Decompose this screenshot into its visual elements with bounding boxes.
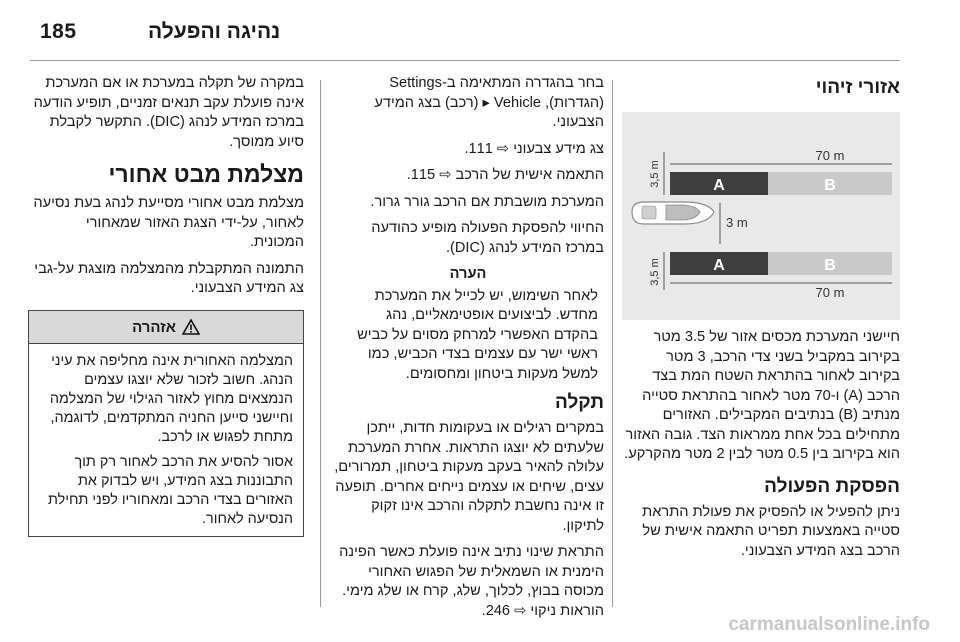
color-display-reference: צג מידע צבעוני ⇨ 111. (464, 140, 604, 157)
warning-header (29, 311, 303, 344)
detection-zones-paragraph: חיישני המערכת מכסים אזור של 3.5 מטר בקירוב במקביל בשני צדי הרכב, 3 מטר בקירוב לאחור בהתראת השטח המת בצד הרכב (A) ו-70 מטר לאחור בהתראת סטייה מנתיב (B) בנתיבים המקבילים. האזורים מתחילים בכל אחת ממראות הצד. גובה האזור הוא בקירוב בין 0.5 מטר לבין 2 מטר מהקרקע. (624, 329, 900, 462)
warning-body (29, 344, 303, 529)
vehicle-personalization-reference: התאמה אישית של הרכב ⇨ 115. (406, 167, 604, 183)
disable-paragraph: ניתן להפעיל או להפסיק את פעולת התראת סטייה באמצעות תפריט התאמה אישית של הרכב בצג המידע הצבעוני. (642, 503, 900, 559)
disable-message-paragraph: החיווי להפסקת הפעולה מופיע כהודעה במרכז המידע לנהג (DIC). (371, 220, 604, 256)
zone-b-bottom-label: B (824, 257, 836, 274)
header-divider (30, 60, 900, 61)
gap-label: 3 m (726, 215, 748, 230)
warning-title: אזהרה (132, 318, 176, 336)
system-fault-paragraph: במקרה של תקלה במערכת או אם המערכת אינה פועלת עקב תנאים זמניים, תופיע הודעה במרכז המידע לנהג (DIC). התקשר לקבלת סיוע ממוסך. (33, 75, 304, 150)
note-body: לאחר השימוש, יש לכייל את המערכת מחדש. לביצועים אופטימאליים, נהג בהקדם האפשרי למרחק מסוים על כביש ראשי ישר עם עצמים בצדי הכביש, כמו למשל מעקות ביטחון ומחסומים. (357, 287, 598, 382)
middle-column (332, 74, 604, 628)
right-column-text (622, 328, 900, 568)
section-title-disable: הפסקת הפעולה (764, 475, 900, 497)
rear-camera-paragraph-2: התמונה המתקבלת מהמצלמה מוצגת על-גבי צג המידע הצבעוני. (34, 260, 304, 296)
zone-b-top-label: B (824, 177, 836, 194)
warning-paragraph-2: אסור להסיע את הרכב לאחור רק תוך התבוננות בצג המידע, ויש לבדוק את האזורים בצדי הרכב ומאחוריו לפני תחילת הנסיעה לאחור. (47, 454, 293, 527)
note-heading: הערה (449, 266, 487, 282)
length-top-label: 70 m (815, 148, 845, 163)
car-top-view (632, 202, 714, 224)
section-title-rear-camera: מצלמת מבט אחורי (108, 161, 304, 187)
right-column (622, 74, 900, 104)
page-number: 185 (40, 20, 77, 43)
fault-paragraph-2: התראת שינוי נתיב אינה פועלת כאשר הפינה הימנית או השמאלית של הפגוש האחורי מכוסה בבוץ, לכלוך, שלג, קרח או שלג מימי. הוראות ניקוי ⇨ 246. (339, 544, 604, 619)
zone-a-top-label: A (713, 177, 725, 194)
detection-zone-diagram (622, 112, 900, 320)
zone-a-bottom-label: A (713, 257, 725, 274)
warning-paragraph-1: המצלמה האחורית אינה מחליפה את עיני הנהג. חשוב לזכור שלא יוצגו עצמים הנמצאים מחוץ לאזור הגילוי של המצלמה וחיישני סייען החניה המתקדמים, לדוגמה, מתחת לפגוש או לרכב. (49, 353, 293, 445)
towing-paragraph: המערכת מושבתת אם הרכב גורר גרור. (370, 193, 604, 210)
detection-zone-figure (622, 112, 900, 320)
warning-triangle-icon (182, 319, 200, 335)
settings-paragraph: בחר בהגדרה המתאימה ב-Settings (הגדרות), Vehicle ▸ (רכב) בצג המידע הצבעוני. (374, 75, 604, 130)
watermark: carmanualsonline.info (728, 614, 930, 635)
chapter-title: נהיגה והפעלה (148, 20, 281, 43)
side-top-label: 3,5 m (649, 160, 661, 188)
section-title-detection-zones: אזורי זיהוי (815, 77, 900, 98)
page-header (30, 12, 900, 52)
column-divider-right (612, 80, 613, 607)
warning-box (28, 310, 304, 537)
rear-camera-paragraph-1: מצלמת מבט אחורי מסייעת לנהג בעת נסיעה לאחור, על-ידי הצגת האזור שמאחורי המכונית. (33, 195, 304, 250)
side-bottom-label: 3,5 m (649, 258, 661, 286)
fault-paragraph-1: במקרים רגילים או בעקומות חדות, ייתכן שלעתים לא יוצגו התראות. אחרת המערכת עלולה להאיר בעקב מעקות ביטחון, תמרורים, עצים, שיחים או עצמים נייחים אחרים. תופעה זו אינה נחשבת לתקלה והרכב אינו זקוק לתיקון. (334, 420, 604, 534)
left-column (28, 74, 304, 306)
section-title-fault: תקלה (554, 392, 604, 413)
column-divider-left (320, 80, 321, 607)
length-bottom-label: 70 m (815, 285, 845, 300)
